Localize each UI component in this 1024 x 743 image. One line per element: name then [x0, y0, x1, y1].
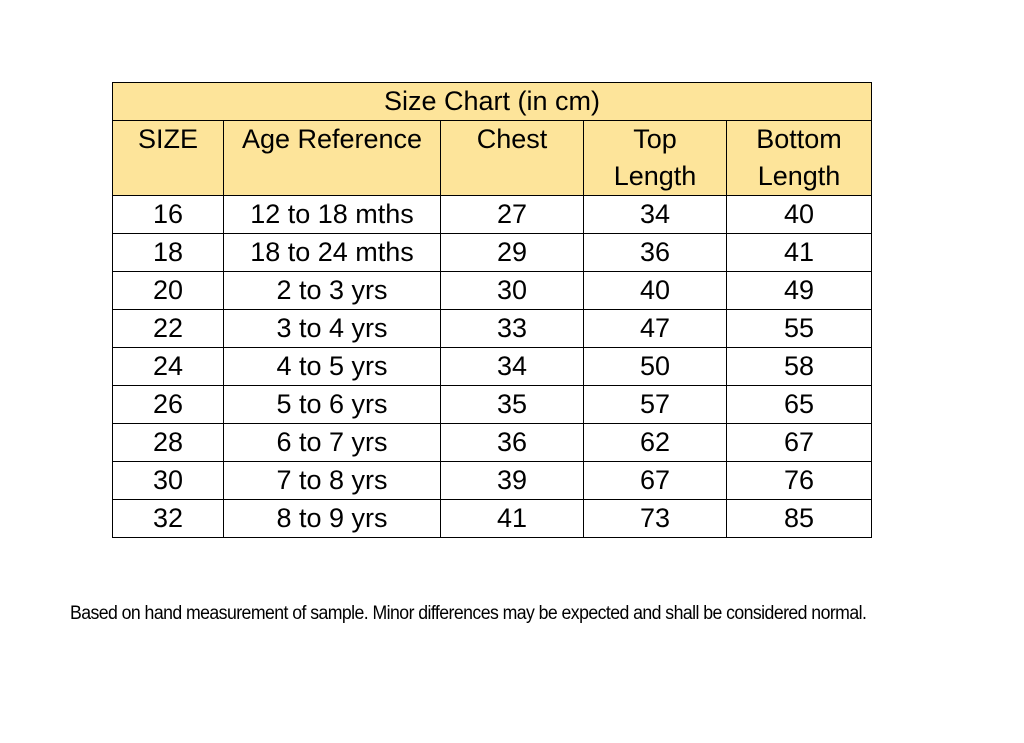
cell-age-reference: 3 to 4 yrs — [224, 310, 441, 348]
cell-size: 20 — [113, 272, 224, 310]
header-chest-label: Chest — [476, 124, 548, 154]
header-bottom-length-line-2: Length — [757, 161, 841, 191]
cell-size: 26 — [113, 386, 224, 424]
cell-age-reference: 8 to 9 yrs — [224, 500, 441, 538]
cell-size: 32 — [113, 500, 224, 538]
cell-size: 18 — [113, 234, 224, 272]
cell-size: 28 — [113, 424, 224, 462]
cell-bottom-length: 65 — [727, 386, 872, 424]
header-age-reference-label: Age Reference — [241, 124, 423, 154]
cell-bottom-length: 49 — [727, 272, 872, 310]
table-row — [113, 234, 872, 272]
header-bottom-length — [727, 121, 872, 196]
cell-chest: 27 — [441, 196, 584, 234]
table-row — [113, 462, 872, 500]
cell-top-length: 62 — [584, 424, 727, 462]
size-chart-table — [112, 82, 872, 538]
cell-top-length: 57 — [584, 386, 727, 424]
header-size — [113, 121, 224, 196]
cell-top-length: 73 — [584, 500, 727, 538]
table-header-row — [113, 121, 872, 196]
cell-bottom-length: 67 — [727, 424, 872, 462]
header-top-length — [584, 121, 727, 196]
cell-top-length: 34 — [584, 196, 727, 234]
cell-bottom-length: 76 — [727, 462, 872, 500]
cell-size: 16 — [113, 196, 224, 234]
table-row — [113, 272, 872, 310]
table-row — [113, 424, 872, 462]
table-row — [113, 348, 872, 386]
cell-chest: 36 — [441, 424, 584, 462]
cell-chest: 30 — [441, 272, 584, 310]
table-title-row — [113, 83, 872, 121]
header-top-length-line-2: Length — [613, 161, 697, 191]
header-bottom-length-line-1: Bottom — [756, 124, 842, 154]
cell-age-reference: 5 to 6 yrs — [224, 386, 441, 424]
cell-age-reference: 12 to 18 mths — [224, 196, 441, 234]
cell-age-reference: 18 to 24 mths — [224, 234, 441, 272]
measurement-note: Based on hand measurement of sample. Minor differences may be expected and shall be considered normal. — [70, 603, 867, 624]
table-row — [113, 310, 872, 348]
cell-chest: 34 — [441, 348, 584, 386]
header-size-label: SIZE — [137, 124, 198, 154]
cell-age-reference: 6 to 7 yrs — [224, 424, 441, 462]
cell-bottom-length: 58 — [727, 348, 872, 386]
cell-bottom-length: 41 — [727, 234, 872, 272]
cell-top-length: 36 — [584, 234, 727, 272]
cell-chest: 29 — [441, 234, 584, 272]
cell-chest: 33 — [441, 310, 584, 348]
header-top-length-line-1: Top — [633, 124, 677, 154]
cell-size: 30 — [113, 462, 224, 500]
table-body — [113, 196, 872, 538]
cell-size: 22 — [113, 310, 224, 348]
cell-chest: 41 — [441, 500, 584, 538]
cell-top-length: 67 — [584, 462, 727, 500]
table-row — [113, 386, 872, 424]
cell-chest: 39 — [441, 462, 584, 500]
cell-bottom-length: 40 — [727, 196, 872, 234]
cell-age-reference: 2 to 3 yrs — [224, 272, 441, 310]
cell-top-length: 40 — [584, 272, 727, 310]
table-title: Size Chart (in cm) — [113, 83, 872, 121]
cell-bottom-length: 85 — [727, 500, 872, 538]
cell-size: 24 — [113, 348, 224, 386]
header-chest — [441, 121, 584, 196]
table-row — [113, 196, 872, 234]
cell-top-length: 50 — [584, 348, 727, 386]
cell-age-reference: 7 to 8 yrs — [224, 462, 441, 500]
header-age-reference — [224, 121, 441, 196]
cell-top-length: 47 — [584, 310, 727, 348]
cell-age-reference: 4 to 5 yrs — [224, 348, 441, 386]
table-row — [113, 500, 872, 538]
cell-chest: 35 — [441, 386, 584, 424]
cell-bottom-length: 55 — [727, 310, 872, 348]
